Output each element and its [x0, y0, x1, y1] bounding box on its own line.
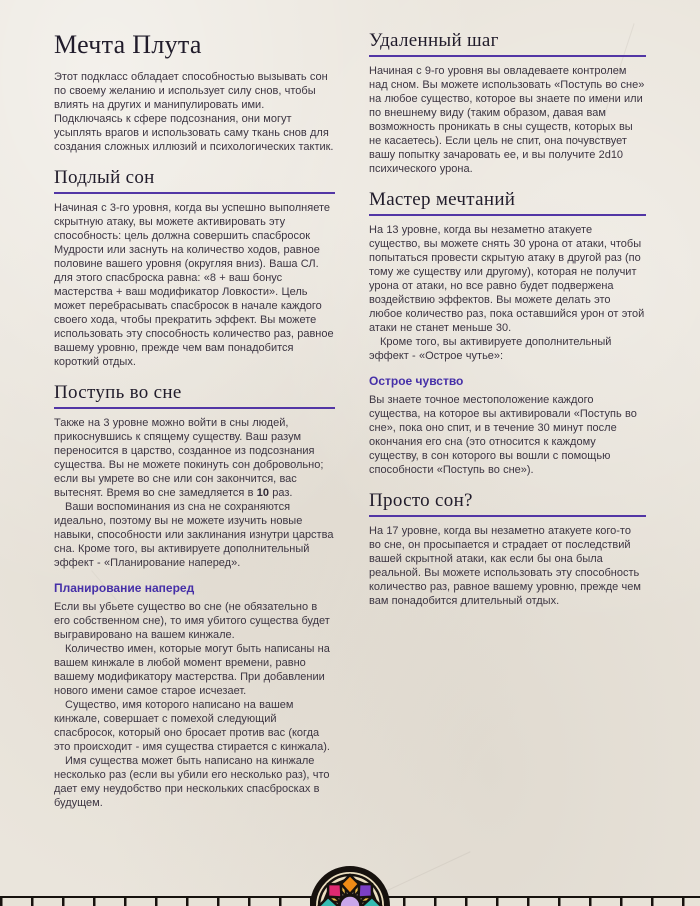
section-dream-master [369, 189, 646, 363]
section-heading: Удаленный шаг [369, 30, 646, 57]
section-heading: Подлый сон [54, 167, 335, 194]
section-paragraph: Кроме того, вы активируете дополнительный эффект - «Острое чутье»: [369, 336, 612, 362]
section-paragraph: Если вы убьете существо во сне (не обязательно в его собственном сне), то имя убитого существа будет выгравировано на вашем кинжале. [54, 601, 330, 641]
left-column [54, 28, 335, 810]
section-paragraph: Ваши воспоминания из сна не сохраняются идеально, поэтому вы не можете изучить новые навыки, способности или заклинания изнутри царства сна. Кроме того, вы активируете дополнительный эффект - «Планирование наперед». [54, 501, 334, 569]
section-paragraph: Начиная с 9-го уровня вы овладеваете контролем над сном. Вы можете использовать «Поступь во сне» на любое существо, которое вы знаете по имени или по внешнему виду (таким образом, давая вам возможность проникать в сны существ, которых вы не касаетесь). Если цель не спит, она почувствует вашу попытку зачаровать ее, и вы получите 2d10 психического урона. [369, 65, 645, 175]
page-title: Мечта Плута [54, 30, 202, 59]
right-column [369, 28, 646, 810]
section-paragraph [54, 416, 335, 500]
bold-text-run: 10 [256, 487, 269, 499]
subsection-keen-sense [369, 374, 646, 477]
subsection-heading: Планирование наперед [54, 581, 195, 595]
section-sneaky-sleep [54, 167, 335, 369]
subsection-heading: Острое чувство [369, 374, 464, 388]
section-paragraph: Существо, имя которого написано на вашем кинжале, совершает с помехой следующий спасбросок, который оно бросает против вас (когда это происходит - имя существа стирается с кинжала). [54, 699, 330, 753]
stained-glass-rosette-icon [306, 864, 394, 906]
section-heading: Мастер мечтаний [369, 189, 646, 216]
subsection-plan-ahead [54, 581, 335, 810]
section-dream-step [54, 382, 335, 570]
section-heading: Просто сон? [369, 490, 646, 517]
intro-paragraph: Этот подкласс обладает способностью вызывать сон по своему желанию и использует силу снов, чтобы влиять на других и манипулировать ими. Подключаясь к сфере подсознания, они могут усыплять врагов и использовать саму ткань снов для создания сложных иллюзий и психологических тактик. [54, 71, 334, 153]
section-paragraph: Имя существа может быть написано на кинжале несколько раз (если вы убили его несколько раз), что дает ему неудобство при нескольких спасбросках в будущем. [54, 755, 330, 809]
section-paragraph: На 13 уровне, когда вы незаметно атакуете существо, вы можете снять 30 урона от атаки, чтобы попытаться провести скрытую атаку в другой раз (по тому же существу или другому), которая не получит урона от атаки, но все равно будет подвержена воздействию эффектов. Вы можете делать это любое количество раз, пока оставшийся урон от этой атаки не станет меньше 30. [369, 224, 645, 334]
text-run: раз. [268, 487, 293, 499]
section-paragraph: Вы знаете точное местоположение каждого существа, на которое вы активировали «Поступь во сне», пока оно спит, и в течение 30 минут после окончания его сна (это относится к каждому существу, в сон которого вы вошли с помощью способности «Поступь во сне»). [369, 394, 637, 476]
section-paragraph: На 17 уровне, когда вы незаметно атакуете кого-то во сне, он просыпается и страдает от последствий вашей скрытной атаки, как если бы она была реальной. Вы можете использовать эту способность количество раз, равное вашему уровню, прежде чем вам понадобится длительный отдых. [369, 525, 641, 607]
section-remote-step [369, 30, 646, 176]
section-paragraph: Начиная с 3-го уровня, когда вы успешно выполняете скрытную атаку, вы можете активировать эту способность: цель должна совершить спасбросок Мудрости или заснуть на количество ходов, равное половине вашего уровня (округляя вниз). Ваша СЛ. для этого спасброска равна: «8 + ваш бонус мастерства + ваш модификатор Ловкости». Цель может перебрасывать спасбросок в начале каждого своего хода, чтобы прекратить эффект. Вы можете использовать эту способность количество раз, равное вашему уровню, прежде чем вам понадобится короткий отдых. [54, 202, 334, 368]
section-paragraph: Количество имен, которые могут быть написаны на вашем кинжале в любой момент времени, равно вашему модификатору мастерства. При добавлении нового имени самое старое исчезает. [54, 643, 330, 697]
section-heading: Поступь во сне [54, 382, 335, 409]
section-just-dream [369, 490, 646, 608]
text-run: Также на 3 уровне можно войти в сны людей, прикоснувшись к спящему существу. Ваш разум переносится в царство, созданное из подсознания существа. Вы не можете покинуть сон добровольно; если вы умрете во сне или сон закончится, вас вытеснят. Время во сне замедляется в [54, 417, 324, 499]
